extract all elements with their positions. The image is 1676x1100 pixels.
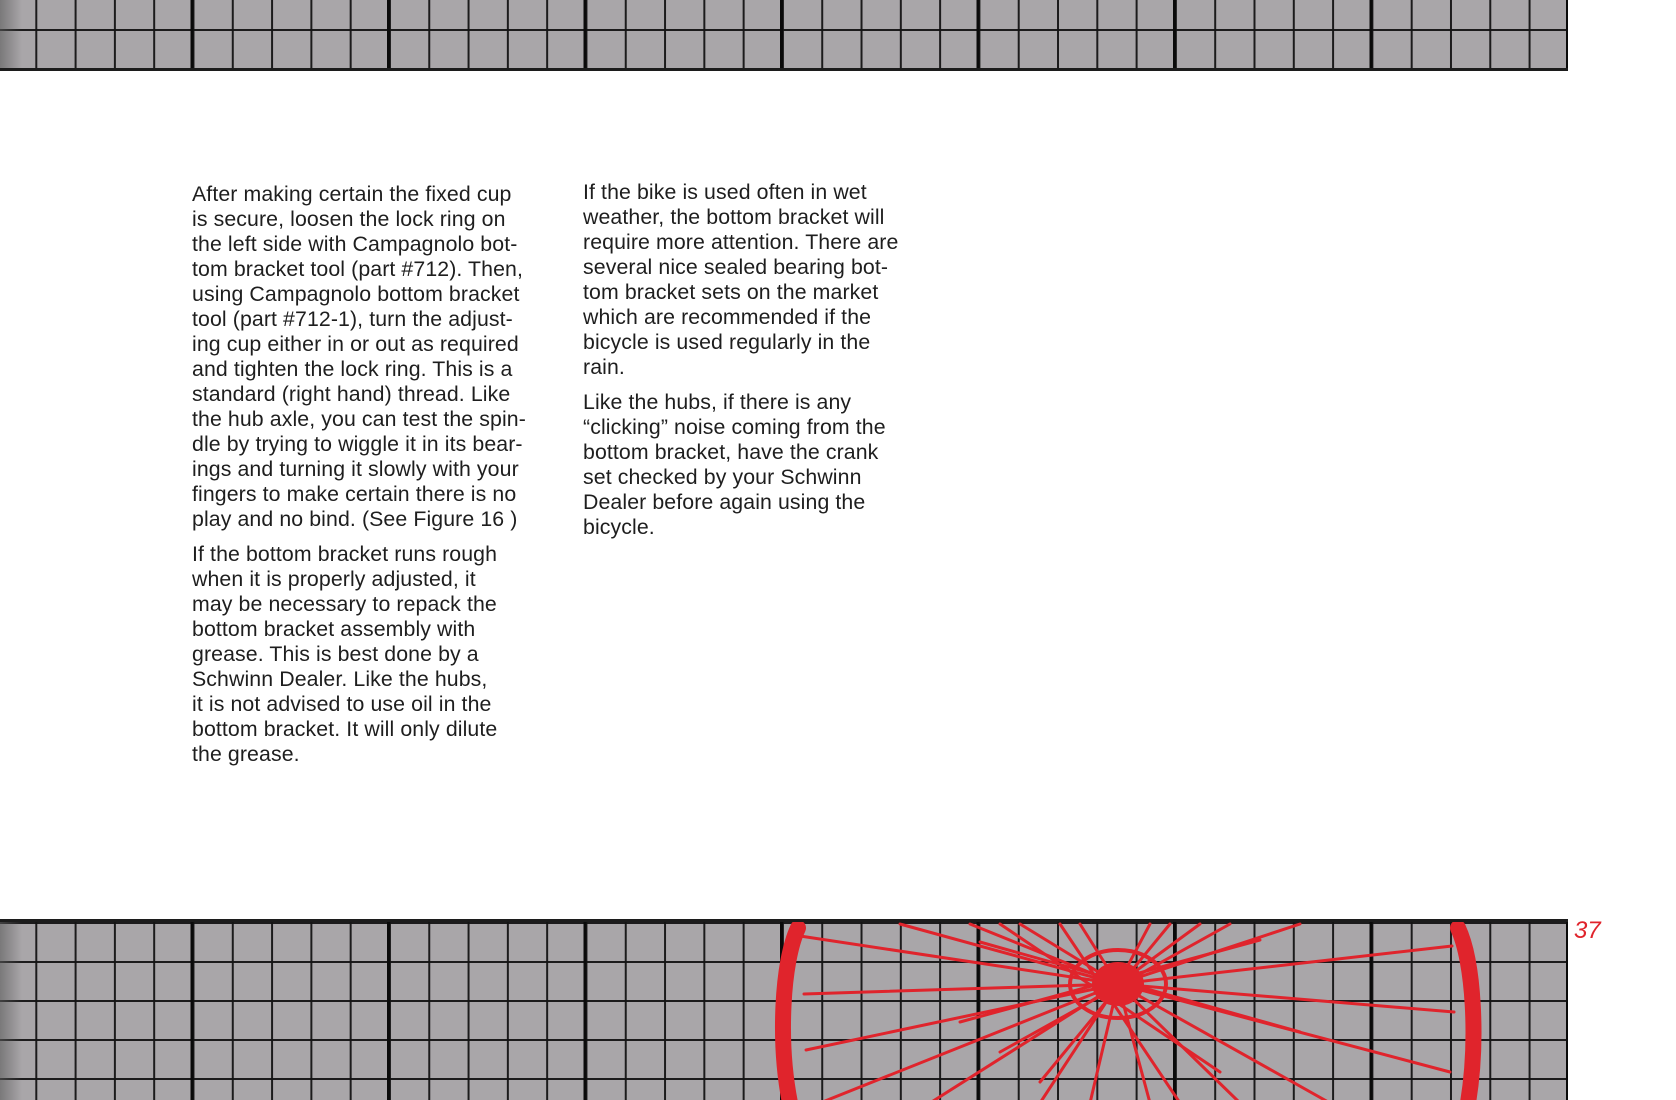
left-paragraph-1: After making certain the fixed cup is secure, loosen the lock ring on the left side with Campagnolo bot- tom bracket tool (part #712). Then, using Campagnolo bottom bracket tool (part #712-1), turn the adjust- ing cup either in or out as required and tighten the lock ring. This is a standard (right hand) thread. Like the hub axle, you can test the spin- dle by trying to wiggle it in its bear- ings and turning it slowly with your fingers to make certain there is no play and no bind. (See Figure 16 ) xyxy=(192,182,526,531)
top-binding-shadow xyxy=(0,0,22,68)
top-grid-major-lines xyxy=(0,0,1568,68)
wheel-rim-left xyxy=(783,928,798,1100)
left-text-column xyxy=(192,182,552,777)
right-text-column xyxy=(583,180,943,550)
bottom-grid-band xyxy=(0,919,1568,1100)
right-paragraph-1: If the bike is used often in wet weather, the bottom bracket will require more attention. There are several nice sealed bearing bot- tom bracket sets on the market which are recommended if the bicycle is used regularly in the rain. xyxy=(583,180,899,379)
wheel-hub xyxy=(1092,962,1144,1006)
bicycle-wheel-illustration xyxy=(0,922,1568,1100)
top-grid-band xyxy=(0,0,1568,71)
left-paragraph-2: If the bottom bracket runs rough when it is properly adjusted, it may be necessary to repack the bottom bracket assembly with grease. This is best done by a Schwinn Dealer. Like the hubs, it is not advised to use oil in the bottom bracket. It will only dilute the grease. xyxy=(192,542,498,766)
page-number: 37 xyxy=(1574,917,1601,944)
wheel-rim-right xyxy=(1458,928,1473,1100)
right-paragraph-2: Like the hubs, if there is any “clicking” noise coming from the bottom bracket, have the crank set checked by your Schwinn Dealer before again using the bicycle. xyxy=(583,390,886,539)
